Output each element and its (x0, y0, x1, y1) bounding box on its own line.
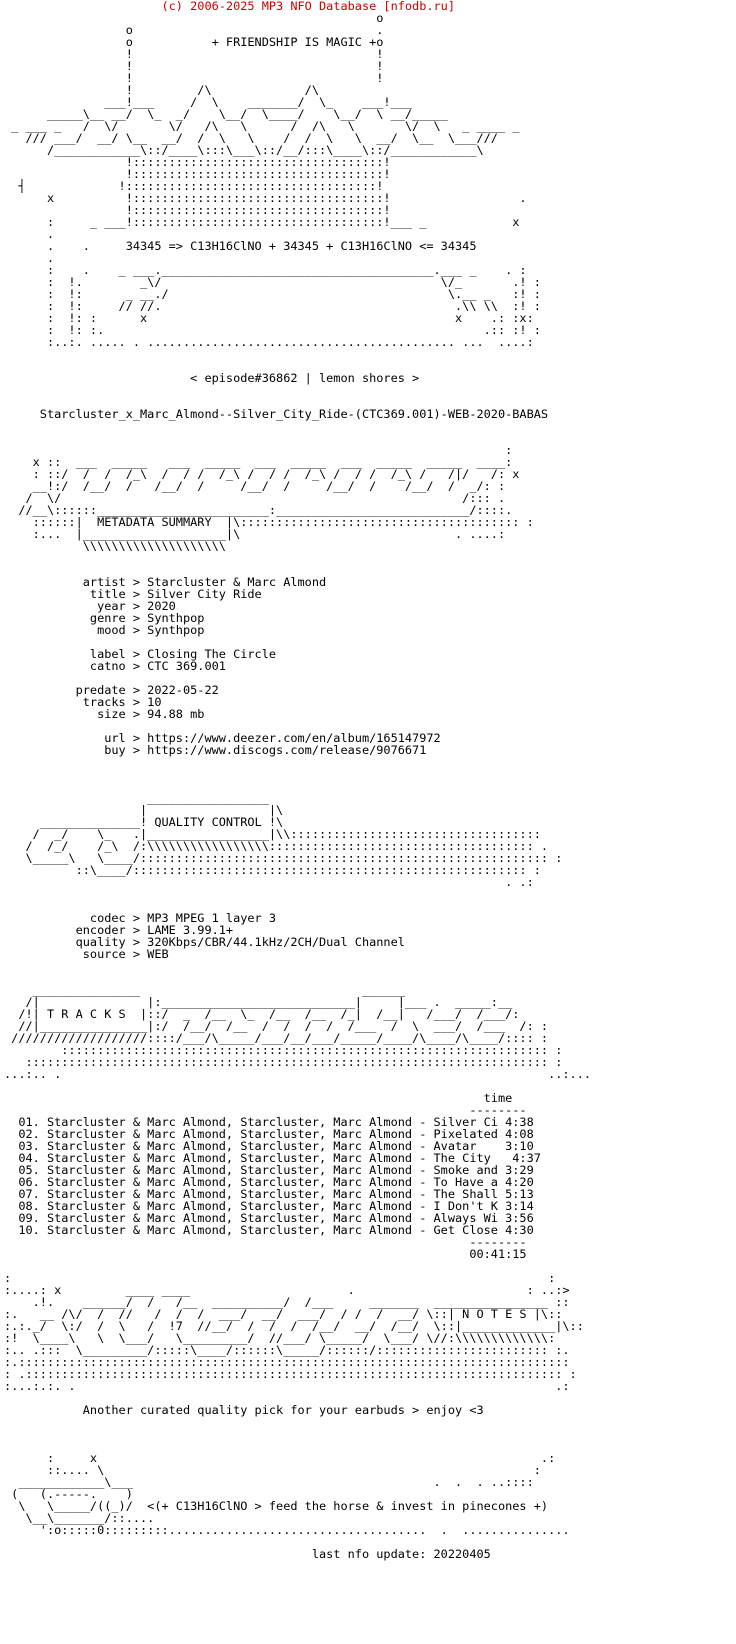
nfo-line: _________________ (4, 791, 269, 805)
nfo-line: . .: (4, 875, 534, 889)
nfo-line: ...:.. . ..:... (4, 1067, 592, 1081)
nfo-line: url > https://www.deezer.com/en/album/165147972 (4, 731, 441, 745)
nfo-line: ! ! (4, 47, 384, 61)
nfo-line: : : (4, 1271, 556, 1285)
nfo-line: :! \____\ \ \___/ \_________/ //___/ \_____/ \___/ \//:\\\\\\\\\\\\\: (4, 1331, 556, 1345)
nfo-line: ! /\ /\ (4, 83, 319, 97)
nfo-line: :::::::::::::::::::::::::::::::::::::::::::::::::::::::::::::::::::: : (4, 1043, 563, 1057)
nfo-line: 05. Starcluster & Marc Almond, Starcluster, Marc Almond - Smoke and 3:29 (4, 1163, 534, 1177)
nfo-line: / /_/ /_\ /:\\\\\\\\\\\\\\\\\::::::::::::::::::::::::::::::::::::: . (4, 839, 549, 853)
nfo-line: label > Closing The Circle (4, 647, 277, 661)
nfo-line: ______________! QUALITY CONTROL !\ (4, 815, 284, 829)
nfo-line: mood > Synthpop (4, 623, 205, 637)
nfo-line: o . (4, 23, 384, 37)
nfo-line: predate > 2022-05-22 (4, 683, 219, 697)
nfo-line: : . _ ___.______________________________________.___ _ . : (4, 263, 527, 277)
nfo-line: ///////////////////::::/___/\_____/___/__/___/_____/____/\____/\____/:::: : (4, 1031, 549, 1045)
nfo-line: .!. ______/ / /__ __________/ /___ _______ ________________ :: (4, 1295, 570, 1309)
copyright-header: (c) 2006-2025 MP3 NFO Database [nfodb.ru] (4, 0, 456, 13)
nfo-line: /____________\::/____\:::\___\::/__/:::\____\::/____________\ (4, 143, 484, 157)
nfo-line: \__\_______/::.... (4, 1511, 155, 1525)
nfo-line: !:::::::::::::::::::::::::::::::::::! (4, 155, 391, 169)
nfo-line: ┤ !:::::::::::::::::::::::::::::::::::! (4, 179, 384, 193)
nfo-line: 02. Starcluster & Marc Almond, Starcluster, Marc Almond - Pixelated 4:08 (4, 1127, 534, 1141)
nfo-line: quality > 320Kbps/CBR/44.1kHz/2CH/Dual Channel (4, 935, 405, 949)
nfo-line: : !: : x x .: :x: (4, 311, 534, 325)
nfo-line: o (4, 11, 384, 25)
nfo-line: Another curated quality pick for your earbuds > enjoy <3 (4, 1403, 484, 1417)
nfo-line: ::\____/::::::::::::::::::::::::::::::::::::::::::::::::::::::: : (4, 863, 541, 877)
nfo-line: time (4, 1091, 513, 1105)
nfo-line: ___!___ / \ _______/ \_ ___!___ (4, 95, 413, 109)
nfo-line: -------- (4, 1103, 527, 1117)
nfo-line: : !. _\/ \/_ .! : (4, 275, 541, 289)
nfo-line: \_____\ \____/::::::::::::::::::::::::::::::::::::::::::::::::::::::::: : (4, 851, 563, 865)
nfo-line: codec > MP3 MPEG 1 layer 3 (4, 911, 277, 925)
nfo-line: \\\\\\\\\\\\\\\\\\\\ (4, 539, 226, 553)
nfo-line: | |\ (4, 803, 284, 817)
nfo-line: _____\__ __/ \_ _/ \__/ \____/ \__/ \ __/_____ (4, 107, 448, 121)
nfo-line: 09. Starcluster & Marc Almond, Starcluster, Marc Almond - Always Wi 3:56 (4, 1211, 534, 1225)
nfo-line: /!| T R A C K S |::/ _ /__ \_ /__ /__ /_| /__| /___/ /___/: (4, 1007, 520, 1021)
nfo-line: : !: :. .:: :! : (4, 323, 541, 337)
nfo-line: ____________\___ . . . ..:::: (4, 1475, 534, 1489)
nfo-line: ! ! (4, 59, 384, 73)
nfo-line: catno > CTC 369.001 (4, 659, 226, 673)
nfo-line: 03. Starcluster & Marc Almond, Starcluster, Marc Almond - Avatar 3:10 (4, 1139, 534, 1153)
nfo-line: size > 94.88 mb (4, 707, 205, 721)
nfo-line: source > WEB (4, 947, 169, 961)
nfo-line: //|_______________|:/ /__/ /__ / / / / /___ / \ ___/ /___ /: : (4, 1019, 549, 1033)
nfo-line: buy > https://www.discogs.com/release/9076671 (4, 743, 427, 757)
nfo-line: \ \_____/((_)/ <(+ C13H16ClNO > feed the horse & invest in pinecones +) (4, 1499, 549, 1513)
nfo-line: : x .: (4, 1451, 556, 1465)
nfo-line: o + FRIENDSHIP IS MAGIC +o (4, 35, 384, 49)
nfo-line: 06. Starcluster & Marc Almond, Starcluster, Marc Almond - To Have a 4:20 (4, 1175, 534, 1189)
nfo-line: Starcluster_x_Marc_Almond--Silver_City_Ride-(CTC369.001)-WEB-2020-BABAS (4, 407, 549, 421)
nfo-line: / _/ \_ .|_________________|\\::::::::::::::::::::::::::::::::::: (4, 827, 541, 841)
nfo-line: . (4, 227, 55, 241)
nfo-line: last nfo update: 20220405 (4, 1547, 491, 1561)
nfo-line: /| |:___________________________| |___ . _____:__ (4, 995, 513, 1009)
nfo-line: 00:41:15 (4, 1247, 527, 1261)
nfo-line: /// ___/ __/ \__ __/ / \ \ / / \ \ __/ \__ \___/// (4, 131, 498, 145)
nfo-line: 08. Starcluster & Marc Almond, Starcluster, Marc Almond - I Don't K 3:14 (4, 1199, 534, 1213)
nfo-line: : ::/ / / /_\ / / / /_\ / / / /_\ / / / /_\ / /|/ /: x (4, 467, 520, 481)
nfo-line: __!:/ /__/ / /__/ / /__/ / /__/ / /__/ / _/: : (4, 479, 506, 493)
nfo-line: ( (.-----. ) (4, 1487, 133, 1501)
nfo-line: artist > Starcluster & Marc Almond (4, 575, 327, 589)
nfo-line: :...:.:. . .: (4, 1379, 570, 1393)
nfo-line: 04. Starcluster & Marc Almond, Starcluster, Marc Almond - The City 4:37 (4, 1151, 541, 1165)
nfo-line: ':o:::::0:::::::::.................................... . ............... (4, 1523, 570, 1537)
nfo-line: :.. .::: \_________/:::::\____/::::::\_____/::::::/:::::::::::::::::::::::: :. (4, 1343, 570, 1357)
nfo-line: _______________ ______ (4, 983, 405, 997)
nfo-line: x !:::::::::::::::::::::::::::::::::::! . (4, 191, 527, 205)
nfo-line: : !: _ __./ \.__ _ :! : (4, 287, 541, 301)
nfo-line: :... |____________________|\ . ....: (4, 527, 506, 541)
nfo-line: tracks > 10 (4, 695, 162, 709)
nfo-line: :.:._/ \:/ / \ / !7 //__/ / / / /__/ __/ /__/ \::|_____________|\:: (4, 1319, 584, 1333)
nfo-line: !:::::::::::::::::::::::::::::::::::! (4, 167, 391, 181)
nfo-line: ::::::::::::::::::::::::::::::::::::::::::::::::::::::::::::::::::::::::: : (4, 1055, 563, 1069)
nfo-line: :..:. ..... . ........................................... ... ....: (4, 335, 534, 349)
nfo-line: / \/ /::: . (4, 491, 506, 505)
nfo-line: :. __ /\/ / // / / / ___/ __/ ___/ / / / __/ \::| N O T E S |\:: (4, 1307, 563, 1321)
nfo-line: ! ! (4, 71, 384, 85)
nfo-line: _ ___ _ / \/ \/ /\ \ / /\ \ \/ \ _ ____ _ (4, 119, 520, 133)
nfo-line: :.::::::::::::::::::::::::::::::::::::::::::::::::::::::::::::::::::::::::::::: (4, 1355, 570, 1369)
nfo-line: ::::::| METADATA SUMMARY |\::::::::::::::::::::::::::::::::::::::: : (4, 515, 534, 529)
nfo-line: : .::::::::::::::::::::::::::::::::::::::::::::::::::::::::::::::::::::::::::: : (4, 1367, 577, 1381)
nfo-line: -------- (4, 1235, 527, 1249)
nfo-line: :....: x ____ ____ . : ..:> (4, 1283, 570, 1297)
nfo-line: !:::::::::::::::::::::::::::::::::::! (4, 203, 391, 217)
nfo-line: //__\::::::________________________:___________________________/::::. (4, 503, 513, 517)
nfo-line: : !: // //. .\\ \\ :! : (4, 299, 541, 313)
nfo-line: 01. Starcluster & Marc Almond, Starcluster, Marc Almond - Silver Ci 4:38 (4, 1115, 534, 1129)
nfo-line: year > 2020 (4, 599, 176, 613)
nfo-line: : (4, 443, 513, 457)
nfo-line: < episode#36862 | lemon shores > (4, 371, 420, 385)
nfo-line: 10. Starcluster & Marc Almond, Starcluster, Marc Almond - Get Close 4:30 (4, 1223, 534, 1237)
nfo-line: encoder > LAME 3.99.1+ (4, 923, 234, 937)
nfo-line: genre > Synthpop (4, 611, 205, 625)
nfo-line: ::.... \ : (4, 1463, 541, 1477)
nfo-line: . . 34345 => C13H16ClNO + 34345 + C13H16ClNO <= 34345 (4, 239, 477, 253)
nfo-line: . (4, 251, 55, 265)
nfo-line: x :: ___ _____ ___ _____ ___ _____ ___ _____ _____ ____: (4, 455, 513, 469)
nfo-line: title > Silver City Ride (4, 587, 262, 601)
nfo-line: : _ ___!:::::::::::::::::::::::::::::::::::!___ _ x (4, 215, 520, 229)
nfo-line: 07. Starcluster & Marc Almond, Starcluster, Marc Almond - The Shall 5:13 (4, 1187, 534, 1201)
